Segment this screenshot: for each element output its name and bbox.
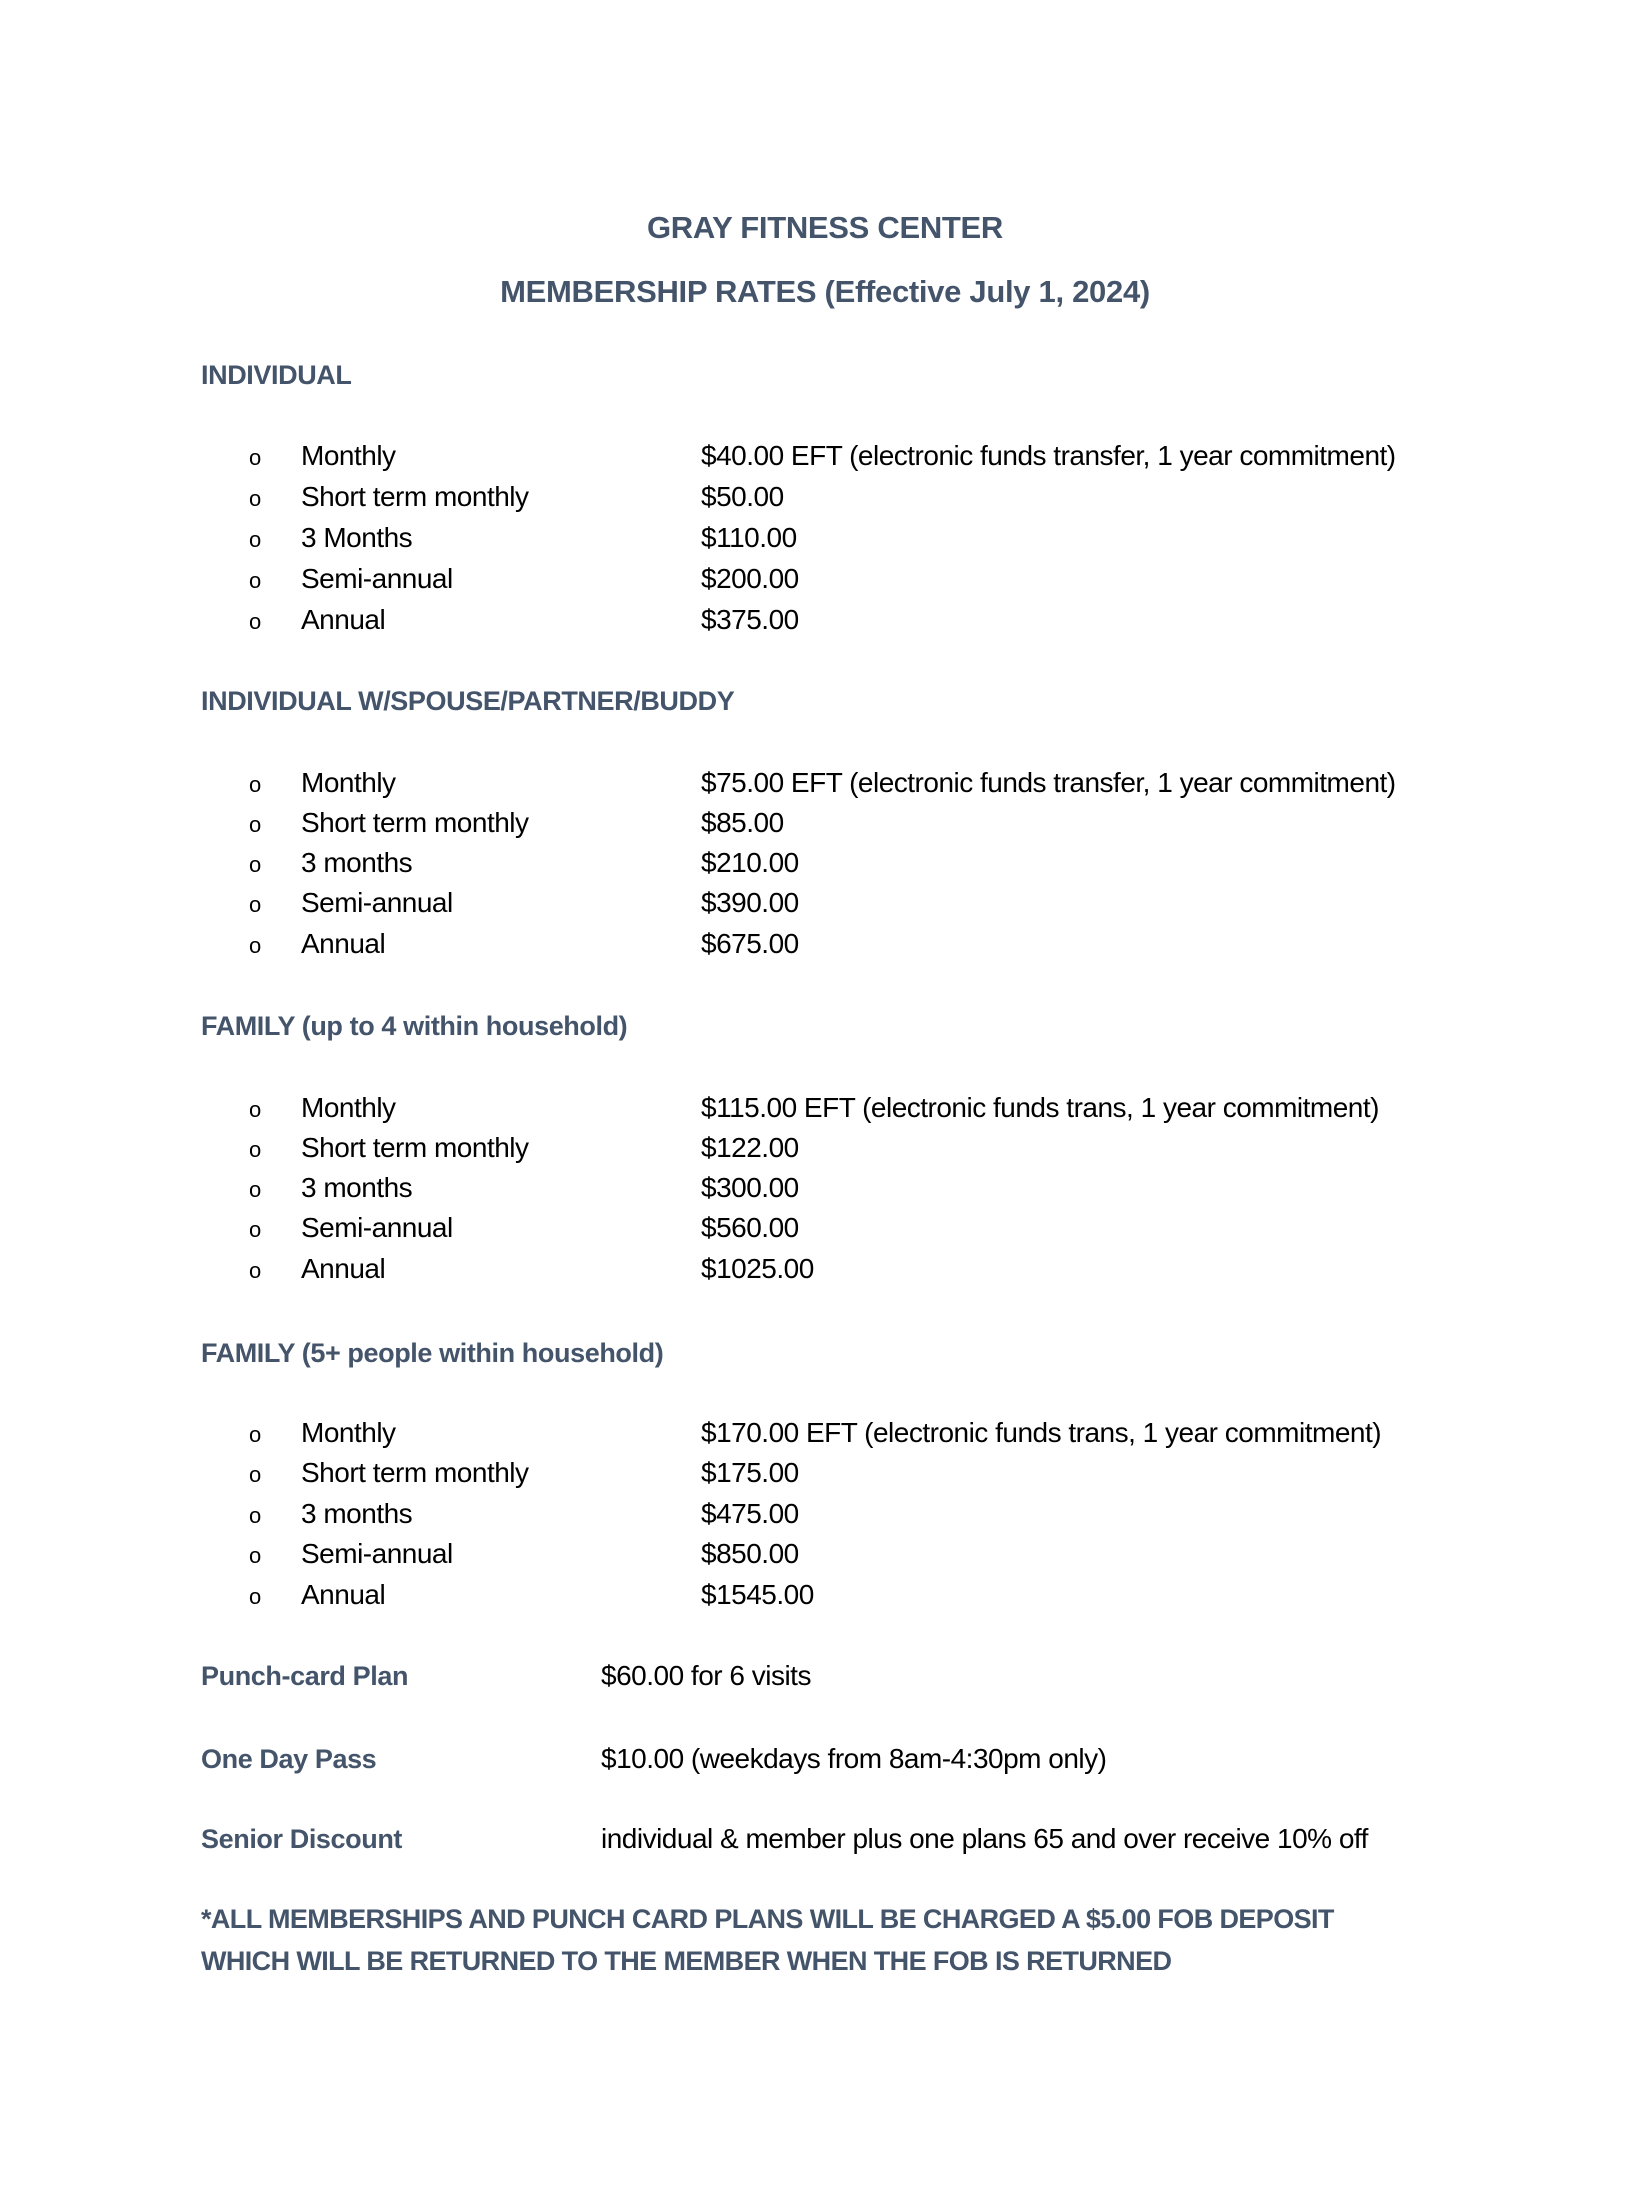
rate-price: $1545.00 — [701, 1579, 814, 1610]
rate-price: $115.00 EFT (electronic funds trans, 1 year commitment) — [701, 1092, 1379, 1123]
section-heading: FAMILY (up to 4 within household) — [201, 1011, 628, 1041]
rate-label: Semi-annual — [301, 1538, 453, 1569]
extra-label: One Day Pass — [201, 1744, 377, 1774]
rate-price: $300.00 — [701, 1172, 799, 1203]
bullet-circle-icon: o — [249, 486, 262, 511]
extra-value: $60.00 for 6 visits — [601, 1660, 811, 1691]
bullet-circle-icon: o — [249, 1422, 262, 1447]
bullet-circle-icon: o — [249, 445, 262, 470]
rate-label: Short term monthly — [301, 481, 529, 512]
rate-label: Annual — [301, 1253, 386, 1284]
rate-price: $1025.00 — [701, 1253, 814, 1284]
bullet-circle-icon: o — [249, 772, 262, 797]
rate-label: Semi-annual — [301, 563, 453, 594]
rate-label: Monthly — [301, 1417, 396, 1448]
extra-value: individual & member plus one plans 65 and over receive 10% off — [601, 1823, 1368, 1854]
page-subtitle: MEMBERSHIP RATES (Effective July 1, 2024) — [500, 274, 1150, 309]
bullet-circle-icon: o — [249, 568, 262, 593]
extra-label: Punch-card Plan — [201, 1661, 409, 1691]
bullet-circle-icon: o — [249, 1217, 262, 1242]
rate-price: $75.00 EFT (electronic funds transfer, 1 year commitment) — [701, 767, 1396, 798]
rate-label: Monthly — [301, 440, 396, 471]
bullet-circle-icon: o — [249, 1177, 262, 1202]
bullet-circle-icon: o — [249, 933, 262, 958]
rate-label: Annual — [301, 928, 386, 959]
rate-price: $40.00 EFT (electronic funds transfer, 1 year commitment) — [701, 440, 1396, 471]
bullet-circle-icon: o — [249, 1503, 262, 1528]
rate-price: $200.00 — [701, 563, 799, 594]
rate-label: Semi-annual — [301, 887, 453, 918]
bullet-circle-icon: o — [249, 1097, 262, 1122]
rate-label: Annual — [301, 1579, 386, 1610]
bullet-circle-icon: o — [249, 609, 262, 634]
note-line-2: WHICH WILL BE RETURNED TO THE MEMBER WHEN THE FOB IS RETURNED — [201, 1946, 1172, 1976]
rate-price: $110.00 — [701, 522, 797, 553]
bullet-circle-icon: o — [249, 892, 262, 917]
bullet-circle-icon: o — [249, 1258, 262, 1283]
rate-price: $50.00 — [701, 481, 784, 512]
bullet-circle-icon: o — [249, 852, 262, 877]
rate-price: $850.00 — [701, 1538, 799, 1569]
rate-label: 3 months — [301, 1498, 413, 1529]
rate-price: $122.00 — [701, 1132, 799, 1163]
rate-label: Short term monthly — [301, 1457, 529, 1488]
section-heading: INDIVIDUAL W/SPOUSE/PARTNER/BUDDY — [201, 686, 735, 716]
rate-price: $390.00 — [701, 887, 799, 918]
rate-price: $675.00 — [701, 928, 799, 959]
rate-label: Annual — [301, 604, 386, 635]
rate-label: Monthly — [301, 767, 396, 798]
extra-label: Senior Discount — [201, 1824, 403, 1854]
rate-price: $85.00 — [701, 807, 784, 838]
rate-price: $175.00 — [701, 1457, 799, 1488]
rate-price: $475.00 — [701, 1498, 799, 1529]
rate-label: Semi-annual — [301, 1212, 453, 1243]
rate-label: Monthly — [301, 1092, 396, 1123]
bullet-circle-icon: o — [249, 1543, 262, 1568]
rate-label: 3 months — [301, 847, 413, 878]
page-title: GRAY FITNESS CENTER — [646, 210, 1004, 245]
rate-label: Short term monthly — [301, 807, 529, 838]
rate-label: 3 months — [301, 1172, 413, 1203]
bullet-circle-icon: o — [249, 1462, 262, 1487]
extra-value: $10.00 (weekdays from 8am-4:30pm only) — [601, 1743, 1107, 1774]
note-line-1: *ALL MEMBERSHIPS AND PUNCH CARD PLANS WILL BE CHARGED A $5.00 FOB DEPOSIT — [201, 1904, 1334, 1934]
section-heading: INDIVIDUAL — [201, 360, 352, 390]
rate-price: $210.00 — [701, 847, 799, 878]
rate-price: $170.00 EFT (electronic funds trans, 1 year commitment) — [701, 1417, 1382, 1448]
bullet-circle-icon: o — [249, 812, 262, 837]
rate-price: $375.00 — [701, 604, 799, 635]
rate-label: Short term monthly — [301, 1132, 529, 1163]
rate-label: 3 Months — [301, 522, 413, 553]
bullet-circle-icon: o — [249, 1584, 262, 1609]
section-heading: FAMILY (5+ people within household) — [201, 1338, 664, 1368]
bullet-circle-icon: o — [249, 1137, 262, 1162]
rate-price: $560.00 — [701, 1212, 799, 1243]
bullet-circle-icon: o — [249, 527, 262, 552]
